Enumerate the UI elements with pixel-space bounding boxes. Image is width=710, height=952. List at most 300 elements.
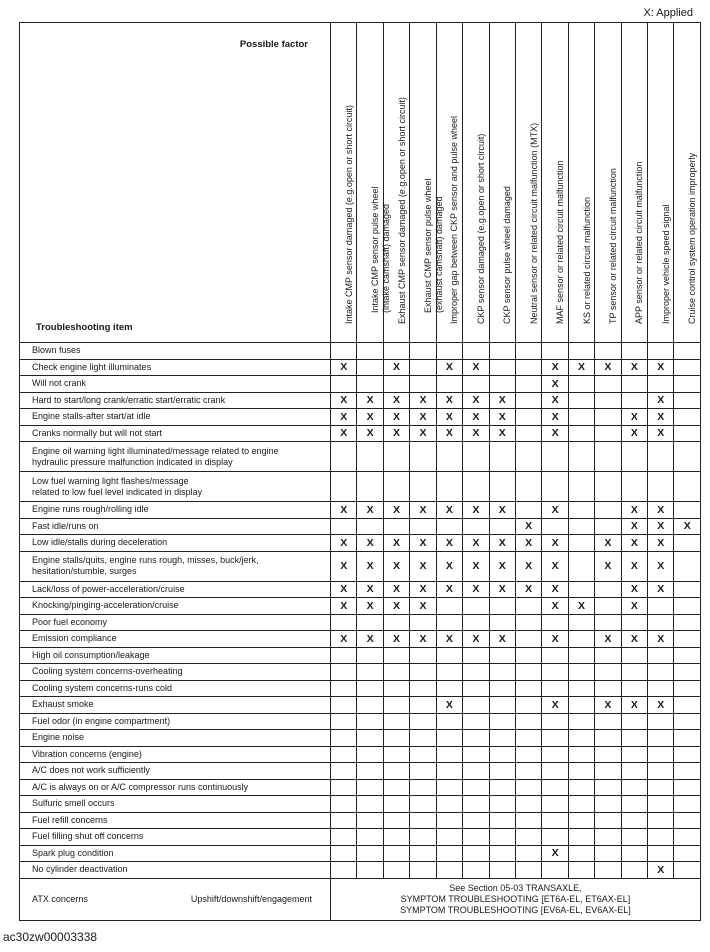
factor-label: APP sensor or related circuit malfunction — [634, 161, 645, 324]
applied-cell — [648, 472, 674, 502]
applied-cell: X — [542, 845, 568, 862]
applied-cell — [463, 730, 489, 747]
applied-cell — [568, 845, 594, 862]
applied-cell — [674, 502, 700, 519]
applied-cell — [568, 442, 594, 472]
factor-header — [331, 23, 357, 343]
applied-cell: X — [648, 392, 674, 409]
applied-cell — [383, 472, 409, 502]
applied-cell — [436, 598, 462, 615]
applied-cell — [515, 713, 541, 730]
factor-label: Intake CMP sensor pulse wheel (intake camshaft) damaged — [370, 186, 392, 313]
applied-cell — [436, 518, 462, 535]
troubleshooting-item: Exhaust smoke — [20, 697, 331, 714]
applied-cell — [357, 472, 383, 502]
troubleshooting-item: A/C is always on or A/C compressor runs continuously — [20, 779, 331, 796]
applied-cell — [383, 796, 409, 813]
table-row — [20, 359, 701, 376]
applied-cell — [463, 862, 489, 879]
applied-cell — [542, 796, 568, 813]
applied-cell — [410, 862, 436, 879]
applied-cell — [595, 862, 621, 879]
table-row — [20, 796, 701, 813]
applied-cell — [463, 680, 489, 697]
applied-cell — [489, 763, 515, 780]
factor-header — [410, 23, 444, 343]
troubleshooting-item: Fast idle/runs on — [20, 518, 331, 535]
applied-cell: X — [489, 425, 515, 442]
applied-cell — [331, 812, 357, 829]
applied-cell — [463, 343, 489, 360]
applied-cell — [515, 845, 541, 862]
applied-cell: X — [463, 409, 489, 426]
applied-cell: X — [595, 697, 621, 714]
applied-cell — [674, 425, 700, 442]
applied-cell — [674, 442, 700, 472]
applied-cell — [515, 502, 541, 519]
table-row — [20, 614, 701, 631]
table-row — [20, 392, 701, 409]
applied-cell — [674, 845, 700, 862]
factor-label: Improper gap between CKP sensor and pulse wheel — [449, 116, 460, 324]
applied-cell: X — [436, 409, 462, 426]
applied-cell — [515, 598, 541, 615]
applied-cell — [489, 779, 515, 796]
applied-cell — [410, 376, 436, 393]
applied-cell — [568, 730, 594, 747]
applied-cell — [542, 713, 568, 730]
applied-cell: X — [410, 631, 436, 648]
applied-cell: X — [595, 535, 621, 552]
applied-cell — [542, 829, 568, 846]
applied-cell: X — [436, 425, 462, 442]
applied-cell — [357, 796, 383, 813]
applied-cell — [621, 376, 647, 393]
applied-cell: X — [648, 535, 674, 552]
applied-cell — [568, 614, 594, 631]
applied-cell — [515, 862, 541, 879]
applied-cell — [674, 376, 700, 393]
applied-cell — [595, 730, 621, 747]
applied-cell: X — [515, 535, 541, 552]
applied-cell: X — [595, 359, 621, 376]
applied-cell: X — [383, 551, 409, 581]
troubleshooting-item: Will not crank — [20, 376, 331, 393]
applied-cell — [489, 796, 515, 813]
troubleshooting-item: Blown fuses — [20, 343, 331, 360]
applied-cell: X — [621, 425, 647, 442]
applied-cell — [410, 763, 436, 780]
applied-cell — [542, 680, 568, 697]
troubleshooting-item: Poor fuel economy — [20, 614, 331, 631]
applied-cell: X — [410, 392, 436, 409]
applied-cell — [383, 713, 409, 730]
applied-cell — [515, 829, 541, 846]
factor-header — [648, 23, 674, 343]
applied-cell — [674, 796, 700, 813]
applied-cell — [463, 442, 489, 472]
table-row — [20, 631, 701, 648]
applied-cell — [542, 730, 568, 747]
applied-cell — [595, 518, 621, 535]
applied-cell: X — [410, 551, 436, 581]
applied-cell — [674, 551, 700, 581]
applied-cell — [410, 746, 436, 763]
applied-cell — [357, 763, 383, 780]
applied-cell — [436, 812, 462, 829]
applied-cell — [568, 746, 594, 763]
applied-cell — [515, 812, 541, 829]
factor-label: MAF sensor or related circuit malfunction — [555, 160, 566, 324]
applied-cell — [357, 343, 383, 360]
applied-cell: X — [542, 392, 568, 409]
applied-cell — [331, 664, 357, 681]
applied-cell — [515, 647, 541, 664]
applied-cell: X — [542, 425, 568, 442]
applied-cell — [410, 829, 436, 846]
applied-cell — [621, 829, 647, 846]
applied-cell: X — [648, 862, 674, 879]
applied-cell: X — [410, 502, 436, 519]
applied-cell — [489, 376, 515, 393]
applied-cell — [436, 664, 462, 681]
applied-cell: X — [463, 581, 489, 598]
applied-cell: X — [331, 359, 357, 376]
applied-cell: X — [621, 502, 647, 519]
applied-cell — [595, 812, 621, 829]
applied-cell — [489, 614, 515, 631]
applied-cell: X — [621, 581, 647, 598]
applied-cell: X — [383, 598, 409, 615]
applied-cell: X — [621, 551, 647, 581]
applied-cell: X — [383, 409, 409, 426]
applied-cell: X — [595, 551, 621, 581]
applied-cell — [674, 862, 700, 879]
applied-cell: X — [463, 535, 489, 552]
applied-cell — [648, 812, 674, 829]
applied-cell — [595, 779, 621, 796]
troubleshooting-item: Emission compliance — [20, 631, 331, 648]
applied-cell — [568, 472, 594, 502]
applied-cell — [331, 647, 357, 664]
applied-cell: X — [383, 502, 409, 519]
troubleshooting-item: Engine noise — [20, 730, 331, 747]
applied-cell: X — [463, 425, 489, 442]
applied-cell — [383, 343, 409, 360]
applied-cell — [515, 664, 541, 681]
troubleshooting-item: Engine runs rough/rolling idle — [20, 502, 331, 519]
applied-cell — [515, 409, 541, 426]
applied-cell — [463, 763, 489, 780]
applied-cell — [331, 472, 357, 502]
applied-cell — [436, 614, 462, 631]
applied-cell: X — [542, 535, 568, 552]
troubleshooting-table — [19, 22, 701, 921]
applied-cell — [621, 812, 647, 829]
factor-label: TP sensor or related circuit malfunction — [607, 168, 618, 324]
factor-header — [595, 23, 621, 343]
troubleshooting-item: Hard to start/long crank/erratic start/erratic crank — [20, 392, 331, 409]
applied-cell — [410, 796, 436, 813]
applied-cell — [383, 680, 409, 697]
applied-cell — [568, 713, 594, 730]
applied-cell: X — [383, 392, 409, 409]
applied-cell: X — [489, 409, 515, 426]
applied-cell — [357, 812, 383, 829]
applied-cell — [568, 392, 594, 409]
applied-cell — [595, 746, 621, 763]
applied-cell — [331, 697, 357, 714]
applied-cell — [436, 763, 462, 780]
applied-cell — [515, 763, 541, 780]
applied-cell — [357, 746, 383, 763]
applied-cell: X — [410, 535, 436, 552]
applied-cell — [674, 713, 700, 730]
table-row — [20, 518, 701, 535]
applied-cell — [568, 535, 594, 552]
applied-cell — [489, 647, 515, 664]
applied-cell: X — [542, 581, 568, 598]
applied-cell — [357, 829, 383, 846]
table-row — [20, 779, 701, 796]
applied-cell — [595, 713, 621, 730]
applied-cell — [595, 614, 621, 631]
applied-cell — [515, 343, 541, 360]
applied-cell — [410, 730, 436, 747]
applied-cell: X — [331, 392, 357, 409]
troubleshooting-item: Knocking/pinging-acceleration/cruise — [20, 598, 331, 615]
applied-cell — [357, 779, 383, 796]
applied-cell — [410, 664, 436, 681]
applied-cell: X — [621, 535, 647, 552]
applied-cell — [515, 730, 541, 747]
applied-cell — [595, 409, 621, 426]
applied-cell — [568, 647, 594, 664]
applied-cell — [410, 518, 436, 535]
applied-cell — [410, 442, 436, 472]
applied-cell: X — [331, 581, 357, 598]
applied-cell — [648, 647, 674, 664]
applied-cell — [595, 598, 621, 615]
applied-cell: X — [383, 581, 409, 598]
applied-cell — [331, 779, 357, 796]
applied-cell — [674, 763, 700, 780]
applied-cell — [568, 631, 594, 648]
troubleshooting-item: Cranks normally but will not start — [20, 425, 331, 442]
applied-cell — [674, 779, 700, 796]
applied-cell — [515, 392, 541, 409]
applied-cell — [331, 763, 357, 780]
table-row — [20, 502, 701, 519]
table-row — [20, 862, 701, 879]
applied-cell — [674, 409, 700, 426]
applied-cell — [489, 713, 515, 730]
applied-cell — [674, 730, 700, 747]
applied-cell — [410, 845, 436, 862]
applied-cell: X — [436, 535, 462, 552]
table-row — [20, 664, 701, 681]
applied-cell — [383, 746, 409, 763]
applied-cell — [357, 697, 383, 714]
applied-cell — [568, 796, 594, 813]
applied-cell — [489, 343, 515, 360]
applied-cell — [568, 664, 594, 681]
applied-cell — [383, 647, 409, 664]
applied-cell — [489, 697, 515, 714]
applied-cell — [357, 359, 383, 376]
applied-cell — [621, 392, 647, 409]
applied-cell: X — [542, 409, 568, 426]
applied-cell: X — [436, 551, 462, 581]
applied-cell — [515, 376, 541, 393]
applied-cell — [648, 845, 674, 862]
applied-cell — [595, 763, 621, 780]
applied-cell: X — [331, 409, 357, 426]
applied-cell — [568, 581, 594, 598]
table-row — [20, 581, 701, 598]
applied-cell: X — [489, 581, 515, 598]
applied-cell — [331, 730, 357, 747]
applied-cell — [568, 343, 594, 360]
applied-cell — [674, 631, 700, 648]
atx-row — [20, 878, 701, 920]
applied-cell — [463, 697, 489, 714]
applied-cell — [542, 746, 568, 763]
applied-cell — [410, 713, 436, 730]
atx-note: See Section 05-03 TRANSAXLE, SYMPTOM TROUBLESHOOTING [ET6A-EL, ET6AX-EL] SYMPTOM TROUBLESHOOTING [EV6A-EL, EV6AX-EL] — [331, 878, 701, 920]
applied-cell — [436, 796, 462, 813]
applied-cell: X — [621, 518, 647, 535]
applied-cell — [595, 442, 621, 472]
applied-cell: X — [357, 425, 383, 442]
applied-cell: X — [383, 359, 409, 376]
applied-cell — [515, 680, 541, 697]
applied-cell — [568, 697, 594, 714]
applied-cell — [383, 518, 409, 535]
troubleshooting-item: Fuel refill concerns — [20, 812, 331, 829]
applied-cell: X — [357, 631, 383, 648]
applied-cell — [357, 376, 383, 393]
applied-cell — [621, 763, 647, 780]
factor-label: KS or related circuit malfunction — [581, 196, 592, 324]
applied-cell — [489, 829, 515, 846]
applied-cell — [463, 647, 489, 664]
applied-cell — [383, 845, 409, 862]
applied-cell: X — [648, 425, 674, 442]
applied-cell — [410, 779, 436, 796]
table-row — [20, 647, 701, 664]
troubleshooting-item: Engine stalls/quits, engine runs rough, misses, buck/jerk, hesitation/stumble, surges — [20, 551, 331, 581]
applied-cell — [595, 472, 621, 502]
applied-cell — [357, 614, 383, 631]
troubleshooting-item: Fuel odor (in engine compartment) — [20, 713, 331, 730]
applied-cell — [489, 862, 515, 879]
atx-label-cell — [20, 878, 331, 920]
applied-cell — [357, 680, 383, 697]
applied-cell — [568, 409, 594, 426]
troubleshooting-item: Lack/loss of power-acceleration/cruise — [20, 581, 331, 598]
applied-cell: X — [648, 409, 674, 426]
applied-cell — [648, 664, 674, 681]
applied-cell — [436, 862, 462, 879]
applied-cell: X — [515, 518, 541, 535]
applied-cell: X — [621, 598, 647, 615]
applied-cell: X — [648, 551, 674, 581]
troubleshooting-item-label: Troubleshooting item — [36, 322, 133, 333]
applied-cell — [542, 614, 568, 631]
applied-cell — [674, 647, 700, 664]
applied-cell — [674, 343, 700, 360]
applied-cell: X — [357, 502, 383, 519]
applied-cell — [595, 647, 621, 664]
possible-factor-label: Possible factor — [239, 39, 308, 50]
troubleshooting-item: High oil consumption/leakage — [20, 647, 331, 664]
applied-cell — [515, 442, 541, 472]
applied-cell: X — [489, 631, 515, 648]
applied-cell — [489, 518, 515, 535]
applied-cell — [331, 442, 357, 472]
table-row — [20, 598, 701, 615]
applied-cell — [383, 779, 409, 796]
applied-cell — [383, 376, 409, 393]
applied-cell — [436, 746, 462, 763]
applied-cell — [357, 730, 383, 747]
applied-cell: X — [357, 598, 383, 615]
applied-cell — [542, 664, 568, 681]
applied-cell: X — [463, 551, 489, 581]
applied-cell — [383, 862, 409, 879]
troubleshooting-item: A/C does not work sufficiently — [20, 763, 331, 780]
applied-cell — [674, 598, 700, 615]
applied-cell — [648, 730, 674, 747]
applied-cell: X — [515, 551, 541, 581]
applied-cell — [621, 713, 647, 730]
applied-cell — [648, 746, 674, 763]
applied-cell — [515, 796, 541, 813]
applied-cell — [595, 425, 621, 442]
applied-cell — [410, 359, 436, 376]
applied-cell — [331, 845, 357, 862]
applied-cell — [331, 862, 357, 879]
applied-cell — [542, 647, 568, 664]
applied-cell: X — [383, 631, 409, 648]
applied-cell — [542, 472, 568, 502]
applied-cell — [515, 631, 541, 648]
applied-cell: X — [542, 376, 568, 393]
table-row — [20, 829, 701, 846]
applied-cell — [410, 647, 436, 664]
applied-cell — [621, 862, 647, 879]
applied-cell — [383, 730, 409, 747]
applied-cell — [621, 343, 647, 360]
applied-cell — [331, 680, 357, 697]
applied-cell: X — [357, 535, 383, 552]
applied-cell: X — [436, 697, 462, 714]
factor-label: Exhaust CMP sensor pulse wheel (exhaust camshaft) damaged — [422, 178, 444, 313]
applied-cell — [410, 343, 436, 360]
applied-cell: X — [489, 502, 515, 519]
applied-cell: X — [542, 697, 568, 714]
applied-cell — [489, 442, 515, 472]
factor-header — [436, 23, 462, 343]
atx-sub-label: Upshift/downshift/engagement — [190, 894, 312, 904]
applied-cell: X — [331, 598, 357, 615]
applied-cell — [383, 664, 409, 681]
troubleshooting-item: Cooling system concerns-overheating — [20, 664, 331, 681]
applied-cell — [331, 343, 357, 360]
applied-cell — [621, 680, 647, 697]
applied-cell: X — [568, 598, 594, 615]
